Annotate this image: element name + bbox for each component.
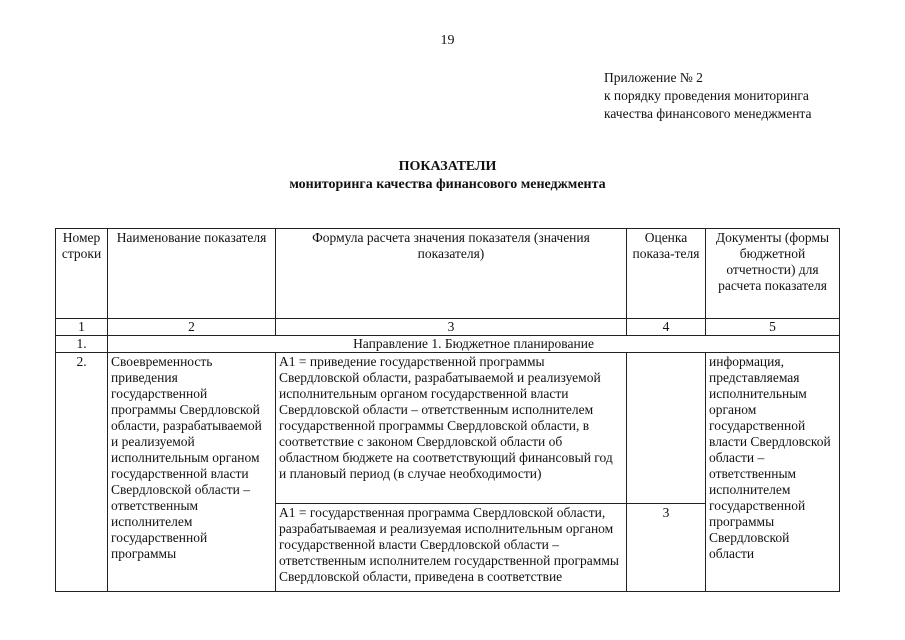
header-cell: Документы (формы бюджетной отчетности) для расчета показателя <box>706 229 840 319</box>
header-cell: Оценка показа-теля <box>627 229 706 319</box>
appendix-line: к порядку проведения мониторинга <box>604 88 809 103</box>
indicator-name: Своевременность приведения государственной программы Свердловской области, разрабатываемой и реализуемой исполнительным органом государственной власти Свердловской области – ответственным исполнителем государственной программы <box>108 353 276 592</box>
column-number: 5 <box>706 319 840 336</box>
section-row <box>56 336 840 353</box>
column-number: 4 <box>627 319 706 336</box>
subtitle-line: мониторинга качества финансового менеджмента <box>289 177 606 192</box>
score-cell <box>627 353 706 592</box>
formula-cell <box>276 353 627 592</box>
column-number-row <box>56 319 840 336</box>
score-value <box>627 353 705 503</box>
column-number: 2 <box>108 319 276 336</box>
header-cell: Наименование показателя <box>108 229 276 319</box>
document-title <box>0 158 895 194</box>
row-number: 2. <box>56 353 108 592</box>
table-row <box>56 353 840 592</box>
indicators-table <box>55 228 840 592</box>
formula-text: А1 = приведение государственной программы Свердловской области, разрабатываемой и реализуемой исполнительным органом государственной власти Свердловской области – ответственным исполнителем государственной программы Свердловской области, в соответствие с законом Свердловской области об областном бюджете на соответствующий финансовый год и плановый период (в случае необходимости) <box>279 354 613 481</box>
formula-text: А1 = государственная программа Свердловской области, разрабатываемая и реализуемая исполнительным органом государственной власти Свердловской области – ответственным исполнителем государственной программы Свердловской области, приведена в соответствие <box>276 503 626 586</box>
section-title: Направление 1. Бюджетное планирование <box>108 336 840 353</box>
table-header-row <box>56 229 840 319</box>
row-number: 1. <box>56 336 108 353</box>
appendix-line: Приложение № 2 <box>604 70 703 85</box>
header-cell: Номер строки <box>56 229 108 319</box>
appendix-line: качества финансового менеджмента <box>604 106 812 121</box>
title-line: ПОКАЗАТЕЛИ <box>398 159 497 174</box>
column-number: 3 <box>276 319 627 336</box>
appendix-note <box>604 69 811 123</box>
page-number: 19 <box>440 33 455 48</box>
score-value: 3 <box>627 503 705 522</box>
column-number: 1 <box>56 319 108 336</box>
documents-cell: информация, представляемая исполнительным органом государственной власти Свердловской области – ответственным исполнителем государственной программы Свердловской области <box>706 353 840 592</box>
header-cell: Формула расчета значения показателя (значения показателя) <box>276 229 627 319</box>
